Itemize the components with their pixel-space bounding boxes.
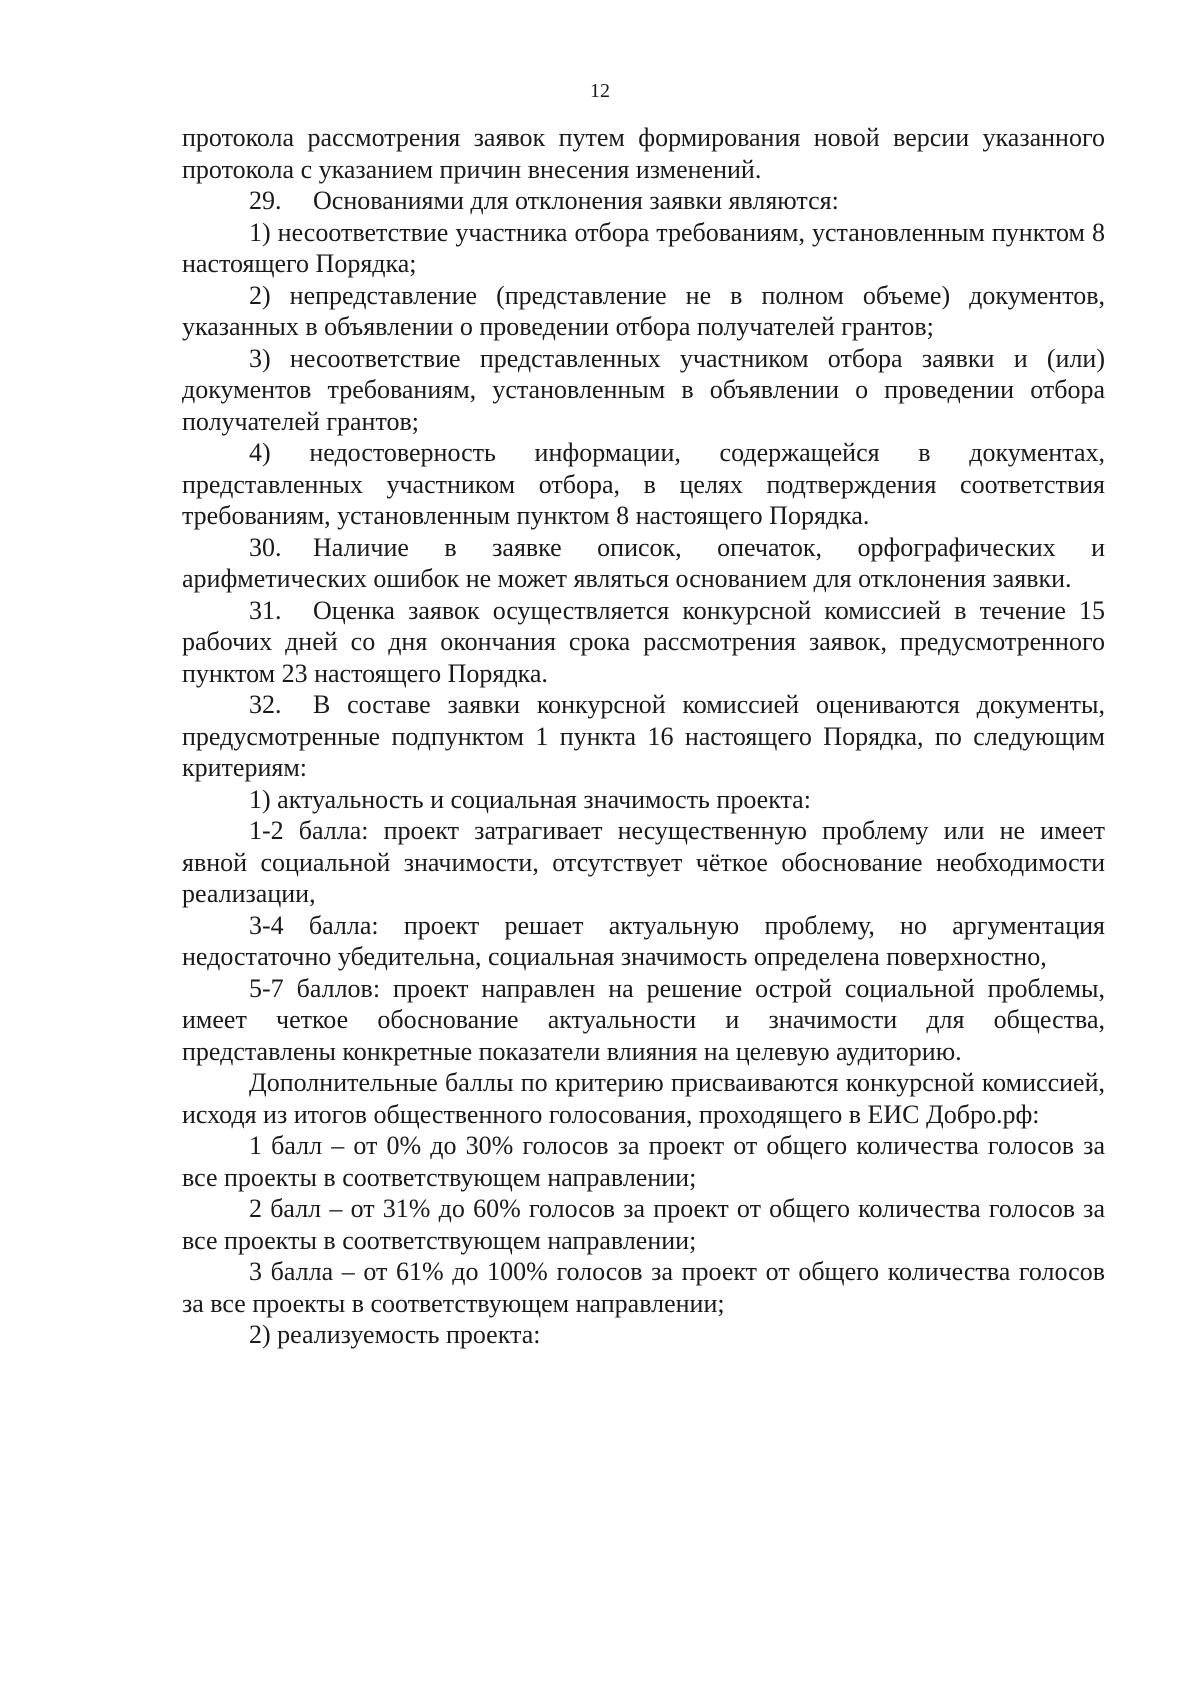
paragraph-29-item-4: 4) недостоверность информации, содержащейся в документах, представленных участником отбора, в целях подтверждения соответствия требованиям, установленным пунктом 8 настоящего Порядка. [182,438,1105,530]
paragraph-text: Наличие в заявке описок, опечаток, орфографических и арифметических ошибок не может являться основанием для отклонения заявки. [182,532,1105,593]
clause-number: 30. [249,532,282,562]
clause-number: 32. [249,690,282,719]
paragraph-text: В составе заявки конкурсной комиссией оцениваются документы, предусмотренные подпунктом 1 пункта 16 настоящего Порядка, по следующим критериям: [182,690,1105,782]
paragraph-32 [182,689,1105,784]
additional-points-paragraph: Дополнительные баллы по критерию присваиваются конкурсной комиссией, исходя из итогов общественного голосования, проходящего в ЕИС Добро.рф: [182,1068,1105,1129]
additional-points-1: 1 балл – от 0% до 30% голосов за проект от общего количества голосов за все проекты в соответствующем направлении; [182,1131,1105,1192]
page-number: 12 [590,80,610,102]
paragraph-text: Оценка заявок осуществляется конкурсной комиссией в течение 15 рабочих дней со дня окончания срока рассмотрения заявок, предусмотренного пунктом 23 настоящего Порядка. [182,595,1105,688]
criterion-1-score-3-4: 3-4 балла: проект решает актуальную проблему, но аргументация недостаточно убедительна, социальная значимость определена поверхностно, [182,910,1105,971]
paragraph-31 [182,595,1105,690]
paragraph-29-item-2: 2) непредставление (представление не в полном объеме) документов, указанных в объявлении о проведении отбора получателей грантов; [182,280,1105,341]
paragraph-30 [182,532,1105,595]
clause-number: 31. [249,595,282,625]
paragraph-continuation: протокола рассмотрения заявок путем формирования новой версии указанного протокола с указанием причин внесения изменений. [182,123,1105,184]
additional-points-2: 2 балл – от 31% до 60% голосов за проект от общего количества голосов за все проекты в соответствующем направлении; [182,1194,1105,1255]
criterion-1-score-5-7: 5-7 баллов: проект направлен на решение острой социальной проблемы, имеет четкое обоснование актуальности и значимости для общества, представлены конкретные показатели влияния на целевую аудиторию. [182,973,1105,1066]
additional-points-3: 3 балла – от 61% до 100% голосов за проект от общего количества голосов за все проекты в соответствующем направлении; [182,1257,1105,1318]
criterion-1-heading: 1) актуальность и социальная значимость проекта: [249,784,811,814]
criterion-2-heading: 2) реализуемость проекта: [249,1320,541,1349]
paragraph-29 [182,185,1105,217]
criterion-1-score-1-2: 1-2 балла: проект затрагивает несущественную проблему или не имеет явной социальной значимости, отсутствует чёткое обоснование необходимости реализации, [182,816,1105,908]
paragraph-29-item-1: 1) несоответствие участника отбора требованиям, установленным пунктом 8 настоящего Порядка; [182,217,1105,278]
paragraph-text: Основаниями для отклонения заявки являются: [313,186,839,215]
paragraph-29-item-3: 3) несоответствие представленных участником отбора заявки и (или) документов требованиям, установленным в объявлении о проведении отбора получателей грантов; [182,343,1105,436]
clause-number: 29. [249,186,282,215]
document-body [182,122,1105,1351]
